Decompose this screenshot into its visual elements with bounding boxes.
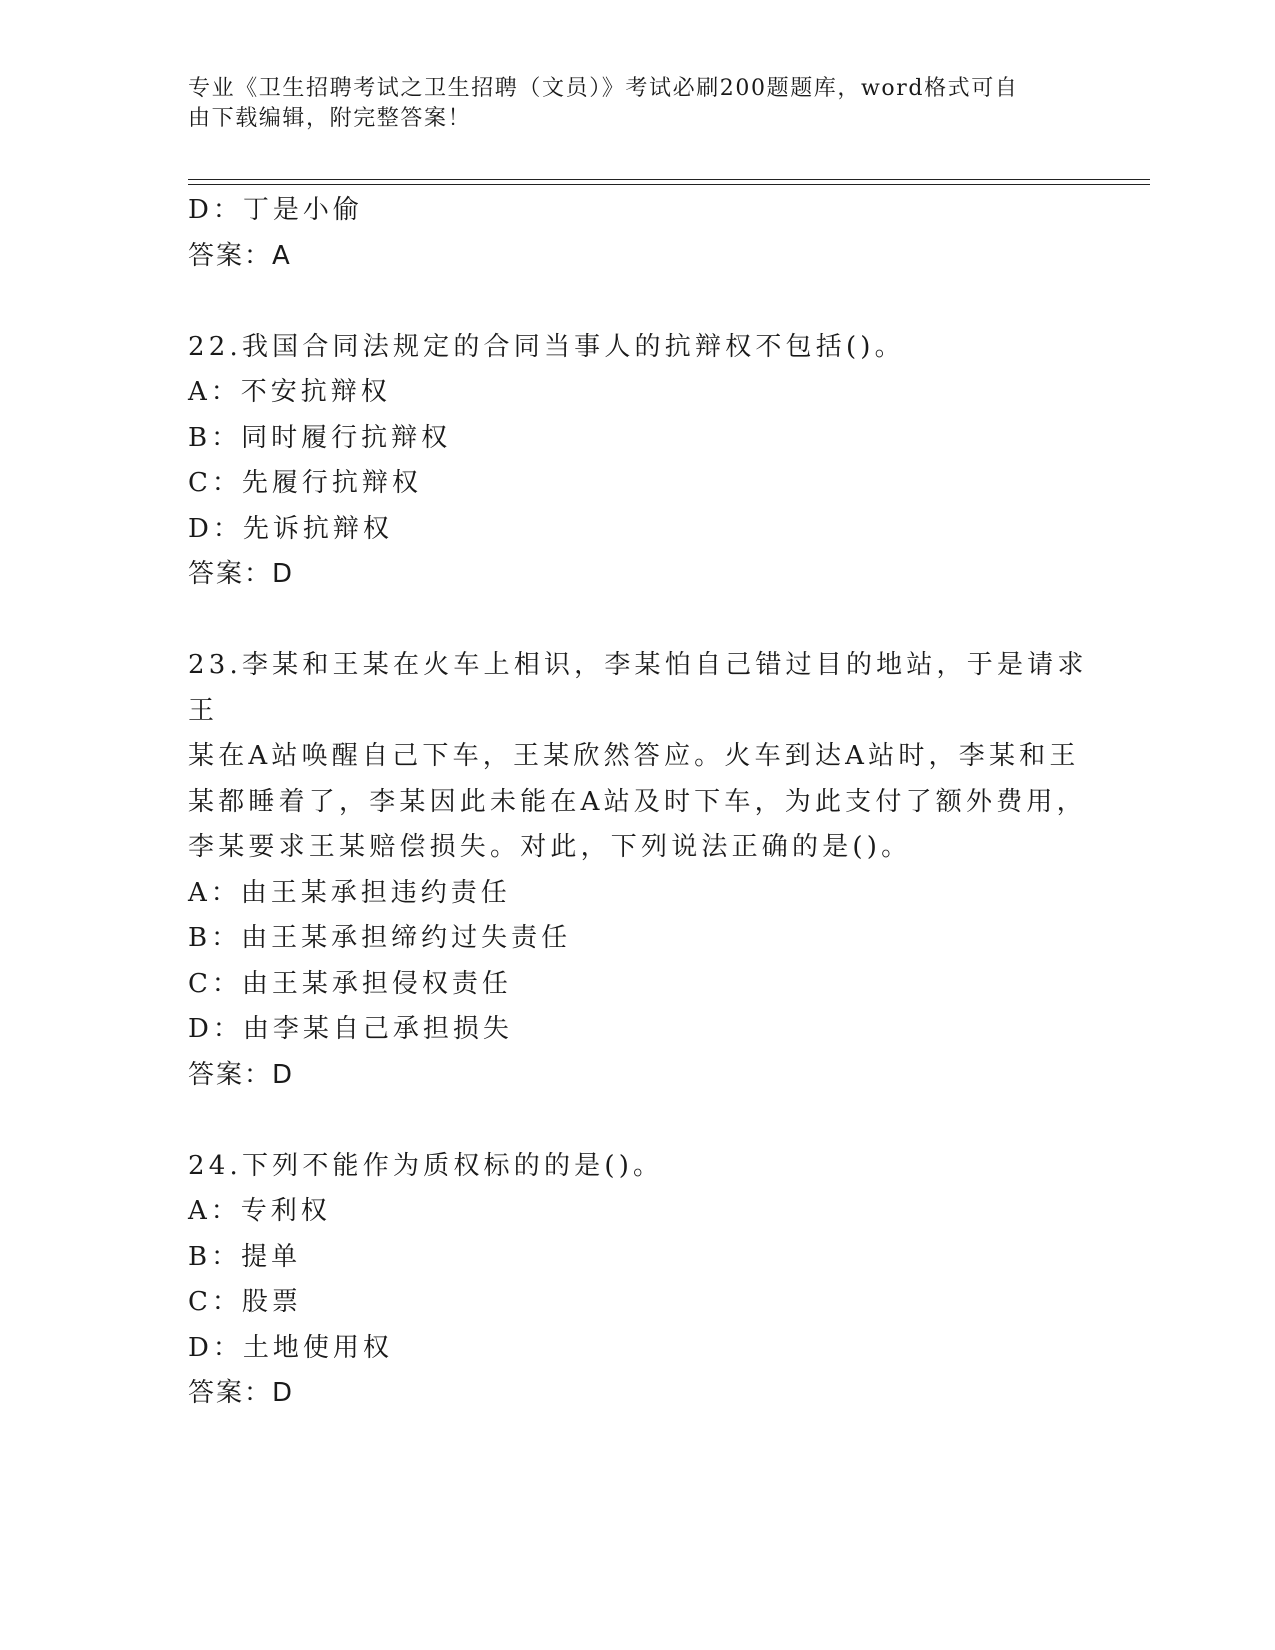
option-b: B：提单 bbox=[188, 1241, 302, 1272]
question-stem-line: 22.我国合同法规定的合同当事人的抗辩权不包括()。 bbox=[188, 331, 905, 362]
spacer bbox=[188, 598, 1088, 644]
header-rule-bottom bbox=[188, 184, 1150, 185]
header-line-2: 由下载编辑，附完整答案！ bbox=[188, 106, 472, 131]
spacer bbox=[188, 279, 1088, 325]
question-stem-line: 某都睡着了，李某因此未能在A站及时下车，为此支付了额外费用， bbox=[188, 786, 1087, 817]
option-c: C：股票 bbox=[188, 1287, 302, 1317]
answer: 答案：D bbox=[188, 559, 295, 589]
page-header bbox=[188, 74, 1068, 134]
question-stem-line: 24.下列不能作为质权标的的是()。 bbox=[188, 1150, 664, 1181]
question-24 bbox=[188, 1144, 1088, 1417]
carryover-option-d: D：丁是小偷 bbox=[188, 195, 363, 225]
option-d: D：先诉抗辩权 bbox=[188, 513, 393, 544]
option-c: C：由王某承担侵权责任 bbox=[188, 968, 512, 999]
option-b: B：由王某承担缔约过失责任 bbox=[188, 923, 572, 953]
option-b: B：同时履行抗辩权 bbox=[188, 422, 452, 453]
option-c: C：先履行抗辩权 bbox=[188, 468, 422, 498]
question-stem-line: 23.李某和王某在火车上相识，李某怕自己错过目的地站，于是请求王 bbox=[188, 650, 1088, 726]
carryover-answer: 答案：A bbox=[188, 240, 292, 271]
question-stem-line: 李某要求王某赔偿损失。对此，下列说法正确的是()。 bbox=[188, 832, 912, 862]
option-d: D：土地使用权 bbox=[188, 1332, 393, 1363]
answer: 答案：D bbox=[188, 1378, 295, 1408]
option-a: A：不安抗辩权 bbox=[188, 377, 391, 407]
option-a: A：由王某承担违约责任 bbox=[188, 877, 511, 908]
spacer bbox=[188, 1098, 1088, 1144]
question-23 bbox=[188, 643, 1088, 1098]
option-a: A：专利权 bbox=[188, 1196, 331, 1226]
question-list bbox=[188, 188, 1088, 1417]
header-line-1: 专业《卫生招聘考试之卫生招聘（文员）》考试必刷200题题库，word格式可自 bbox=[188, 76, 1019, 101]
question-stem-line: 某在A站唤醒自己下车，王某欣然答应。火车到达A站时，李某和王 bbox=[188, 741, 1080, 771]
header-rule-top bbox=[188, 179, 1150, 180]
question-22 bbox=[188, 325, 1088, 598]
option-d: D：由李某自己承担损失 bbox=[188, 1014, 513, 1044]
answer: 答案：D bbox=[188, 1059, 295, 1090]
